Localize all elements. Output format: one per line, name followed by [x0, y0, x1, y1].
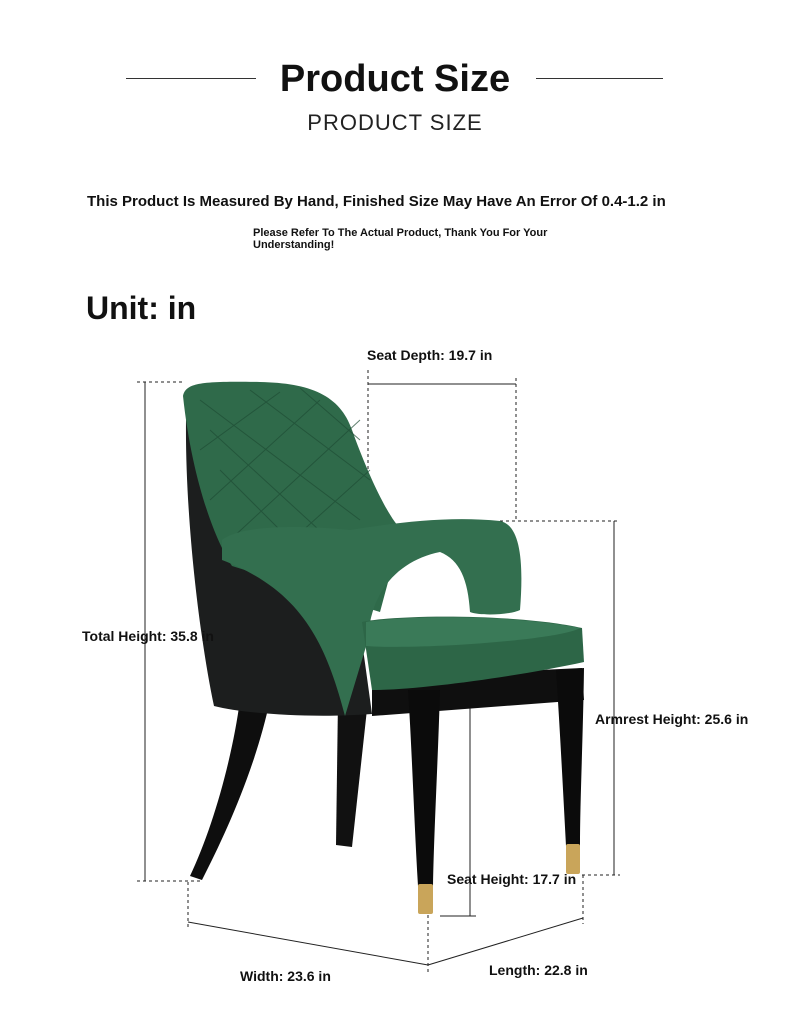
back-leg-left — [190, 700, 270, 880]
width-label: Width: 23.6 in — [240, 968, 331, 984]
page-title: Product Size — [279, 58, 511, 100]
front-leg-right — [556, 668, 584, 846]
back-leg-right — [336, 700, 368, 847]
unit-label: Unit: in — [86, 290, 197, 326]
front-leg-left — [408, 690, 440, 886]
page-subtitle: PRODUCT SIZE — [307, 110, 483, 135]
front-leg-right-foot — [566, 844, 580, 874]
measurement-note: This Product Is Measured By Hand, Finished Size May Have An Error Of 0.4-1.2 in — [87, 193, 666, 210]
understanding-note: Please Refer To The Actual Product, Thank You For Your Understanding! — [253, 227, 548, 251]
armrest-height-label: Armrest Height: 25.6 in — [595, 711, 749, 727]
seat-depth-label: Seat Depth: 19.7 in — [367, 347, 493, 363]
length-label: Length: 22.8 in — [489, 962, 588, 978]
total-height-label: Total Height: 35.8 in — [82, 628, 214, 644]
seat-height-label: Seat Height: 17.7 in — [447, 871, 577, 887]
front-leg-left-foot — [418, 884, 433, 914]
